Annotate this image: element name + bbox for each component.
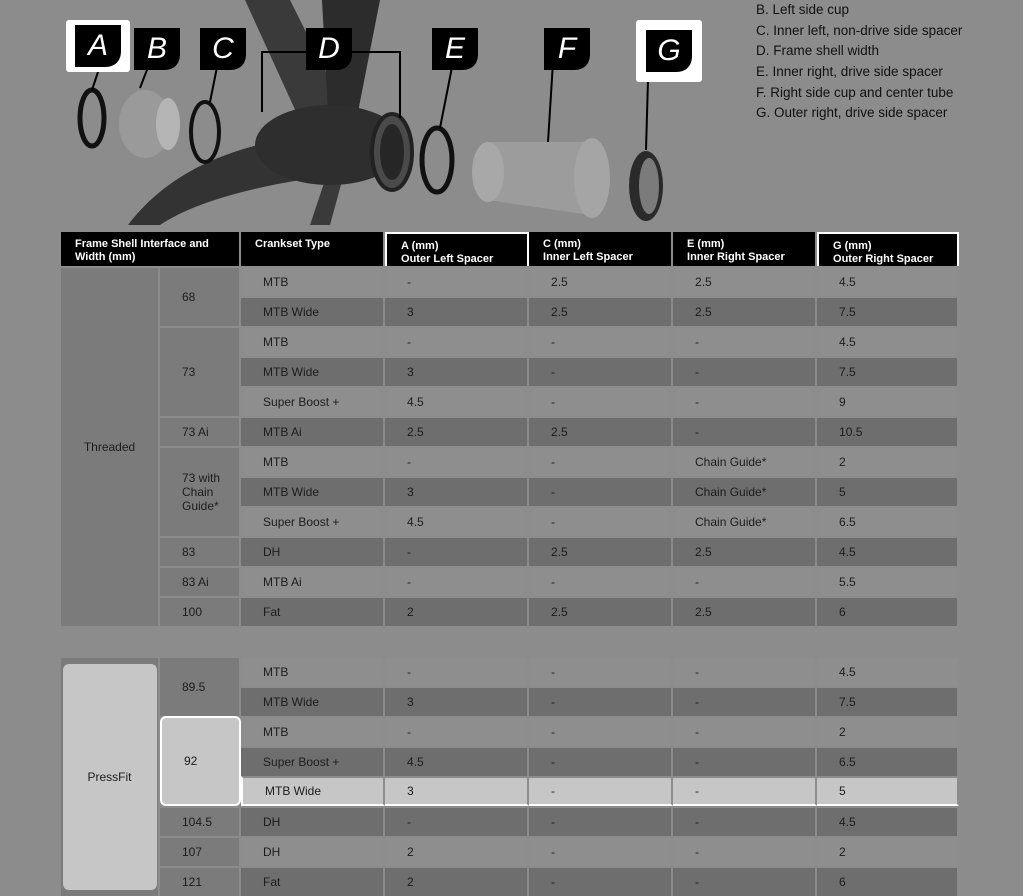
spacer-a-cell: - [385,446,529,476]
crankset-cell: MTB [241,716,385,746]
spacer-e-cell: 2.5 [673,266,817,296]
spacer-c-cell: - [529,506,673,536]
crankset-cell: Fat [241,866,385,896]
label-g: G [636,20,702,82]
spacer-g-cell: 5 [817,776,959,806]
spacer-c-cell: - [529,866,673,896]
spacer-e-cell: - [673,806,817,836]
spacer-c-cell: - [529,326,673,356]
spacer-a-cell: - [385,806,529,836]
crankset-cell: Super Boost + [241,386,385,416]
crankset-cell: DH [241,836,385,866]
spacer-a-cell: 2 [385,836,529,866]
table-row [61,416,959,446]
label-f: F [538,24,596,74]
spacer-e-cell: - [673,326,817,356]
table-row [61,806,959,836]
shell-width-cell: 100 [160,596,241,626]
crankset-cell: MTB [241,446,385,476]
spacer-c-cell: 2.5 [529,596,673,626]
table-row [61,326,959,356]
spacer-e-cell: - [673,716,817,746]
part-legend [756,0,962,124]
mount-group-cell [61,656,160,896]
table-row [61,566,959,596]
spacer-c-cell: 2.5 [529,536,673,566]
table-row [61,866,959,896]
table-row [61,596,959,626]
spacer-c-cell: 2.5 [529,266,673,296]
spacer-g-cell: 4.5 [817,656,959,686]
spacer-a-cell: - [385,566,529,596]
label-d: D [300,24,358,74]
spacer-c-cell: - [529,776,673,806]
crankset-cell: DH [241,536,385,566]
shell-width-cell: 107 [160,836,241,866]
spacer-g-cell: 5 [817,476,959,506]
spacer-c-cell: - [529,746,673,776]
spacer-c-cell: 2.5 [529,296,673,326]
spacer-e-cell: Chain Guide* [673,446,817,476]
legend-item: G. Outer right, drive side spacer [756,105,948,121]
shell-width-cell: 92 [160,716,241,806]
crankset-cell: MTB Wide [241,296,385,326]
crankset-cell: Super Boost + [241,506,385,536]
spacer-e-cell: - [673,356,817,386]
spacer-a-cell: 2 [385,596,529,626]
label-c: C [194,24,252,74]
spacer-g-cell: 4.5 [817,266,959,296]
crankset-cell: MTB [241,326,385,356]
crankset-cell: DH [241,806,385,836]
spacer-c-cell: - [529,716,673,746]
spacer-c-cell: - [529,386,673,416]
crankset-cell: Fat [241,596,385,626]
spacer-g-cell: 5.5 [817,566,959,596]
crankset-cell: MTB Wide [241,776,385,806]
spacer-a-cell: 3 [385,296,529,326]
spacer-a-cell: 4.5 [385,506,529,536]
table-row [61,656,959,686]
spacer-a-cell: 3 [385,776,529,806]
spacer-e-cell: - [673,866,817,896]
spacer-a-cell: 4.5 [385,746,529,776]
shell-width-cell: 104.5 [160,806,241,836]
crankset-cell: MTB Wide [241,356,385,386]
spacer-e-cell: - [673,836,817,866]
header-crankset: Crankset Type [241,232,385,266]
legend-item: F. Right side cup and center tube [756,84,954,100]
legend-item: E. Inner right, drive side spacer [756,64,943,80]
table-row [61,446,959,476]
spacer-g-cell: 4.5 [817,806,959,836]
spacer-g-cell: 2 [817,446,959,476]
spacer-g-cell: 2 [817,836,959,866]
legend-item: D. Frame shell width [756,43,880,59]
spacer-e-cell: Chain Guide* [673,506,817,536]
spacer-e-cell: - [673,686,817,716]
shell-width-cell: 73 [160,326,241,416]
table-row [61,836,959,866]
spacer-a-cell: 2.5 [385,416,529,446]
crankset-cell: Super Boost + [241,746,385,776]
label-a: A [66,20,130,72]
crankset-cell: MTB Ai [241,566,385,596]
table-row [61,716,959,746]
header-e: E (mm) Inner Right Spacer [673,232,817,266]
spacer-e-cell: - [673,656,817,686]
spacer-c-cell: - [529,686,673,716]
spacer-g-cell: 4.5 [817,326,959,356]
label-b: B [128,24,186,74]
shell-width-cell: 68 [160,266,241,326]
shell-width-cell: 89.5 [160,656,241,716]
spacer-c-cell: - [529,446,673,476]
spacer-e-cell: 2.5 [673,596,817,626]
spacer-g-cell: 7.5 [817,296,959,326]
spacer-c-cell: - [529,656,673,686]
header-c: C (mm) Inner Left Spacer [529,232,673,266]
spacer-e-cell: - [673,566,817,596]
crankset-cell: MTB Ai [241,416,385,446]
table-row [61,536,959,566]
legend-item: C. Inner left, non-drive side spacer [756,22,963,38]
spacer-g-cell: 9 [817,386,959,416]
mount-group-label: Threaded [83,440,136,454]
mount-group-label: PressFit [63,664,157,890]
shell-width-cell: 121 [160,866,241,896]
spacer-a-cell: 3 [385,356,529,386]
spacer-a-cell: - [385,656,529,686]
spacer-g-cell: 10.5 [817,416,959,446]
header-shell: Frame Shell Interface and Width (mm) [61,232,241,266]
spacer-c-cell: - [529,476,673,506]
shell-width-cell: 83 Ai [160,566,241,596]
spacer-e-cell: Chain Guide* [673,476,817,506]
spacer-g-cell: 2 [817,716,959,746]
crankset-cell: MTB Wide [241,686,385,716]
shell-width-cell: 73 Ai [160,416,241,446]
spacer-g-cell: 6 [817,866,959,896]
crankset-cell: MTB Wide [241,476,385,506]
spacer-a-cell: - [385,536,529,566]
spacer-a-cell: - [385,266,529,296]
label-e: E [426,24,484,74]
spacer-c-cell: 2.5 [529,416,673,446]
table-header-row [61,232,959,266]
shell-width-cell: 73 with Chain Guide* [160,446,241,536]
header-a: A (mm) Outer Left Spacer [385,232,529,266]
spacer-e-cell: - [673,386,817,416]
spacer-g-cell: 7.5 [817,686,959,716]
spacer-a-cell: 3 [385,686,529,716]
spacer-a-cell: - [385,326,529,356]
spacer-spec-table [61,232,959,896]
spacer-g-cell: 6.5 [817,746,959,776]
spacer-g-cell: 4.5 [817,536,959,566]
spacer-a-cell: 3 [385,476,529,506]
spacer-a-cell: 4.5 [385,386,529,416]
spacer-e-cell: - [673,746,817,776]
spacer-a-cell: 2 [385,866,529,896]
header-g: G (mm) Outer Right Spacer [817,232,959,266]
spacer-c-cell: - [529,566,673,596]
spacer-c-cell: - [529,836,673,866]
crankset-cell: MTB [241,266,385,296]
spacer-a-cell: - [385,716,529,746]
spacer-c-cell: - [529,806,673,836]
crankset-cell: MTB [241,656,385,686]
spacer-g-cell: 7.5 [817,356,959,386]
spacer-e-cell: - [673,416,817,446]
mount-group-cell [61,266,160,626]
table-row [61,266,959,296]
legend-item: B. Left side cup [756,2,850,17]
spacer-g-cell: 6.5 [817,506,959,536]
spacer-e-cell: - [673,776,817,806]
spacer-e-cell: 2.5 [673,536,817,566]
shell-width-cell: 83 [160,536,241,566]
spacer-g-cell: 6 [817,596,959,626]
spacer-c-cell: - [529,356,673,386]
spacer-e-cell: 2.5 [673,296,817,326]
